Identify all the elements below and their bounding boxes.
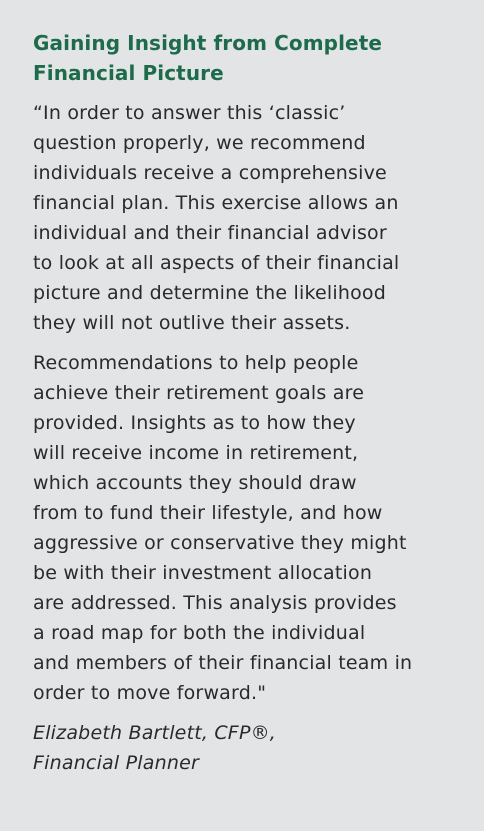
text-line: financial plan. This exercise allows an [33,192,399,214]
text-line: a road map for both the individual [33,622,366,644]
text-line: will receive income in retirement, [33,442,359,464]
quote-paragraph [33,348,454,708]
text-line: order to move forward." [33,682,267,704]
text-line: individuals receive a comprehensive [33,162,387,184]
text-line: and members of their financial team in [33,652,413,674]
text-line: from to fund their lifestyle, and how [33,502,383,524]
text-line: picture and determine the likelihood [33,282,387,304]
quote-paragraph [33,98,454,338]
attribution-name: Elizabeth Bartlett, CFP®, [33,722,277,744]
text-line: aggressive or conservative they might [33,532,407,554]
text-line: achieve their retirement goals are [33,382,365,404]
text-line: provided. Insights as to how they [33,412,356,434]
text-line: Recommendations to help people [33,352,359,374]
text-line: to look at all aspects of their financial [33,252,400,274]
text-line: they will not outlive their assets. [33,312,351,334]
text-line: are addressed. This analysis provides [33,592,397,614]
text-line: which accounts they should draw [33,472,357,494]
section-heading [33,28,454,88]
attribution-title: Financial Planner [33,752,199,774]
attribution [33,718,454,778]
text-line: question properly, we recommend [33,132,366,154]
heading-line: Gaining Insight from Complete [33,31,383,55]
text-line: individual and their financial advisor [33,222,387,244]
text-line: “In order to answer this ‘classic’ [33,102,346,124]
heading-line: Financial Picture [33,61,224,85]
text-line: be with their investment allocation [33,562,373,584]
